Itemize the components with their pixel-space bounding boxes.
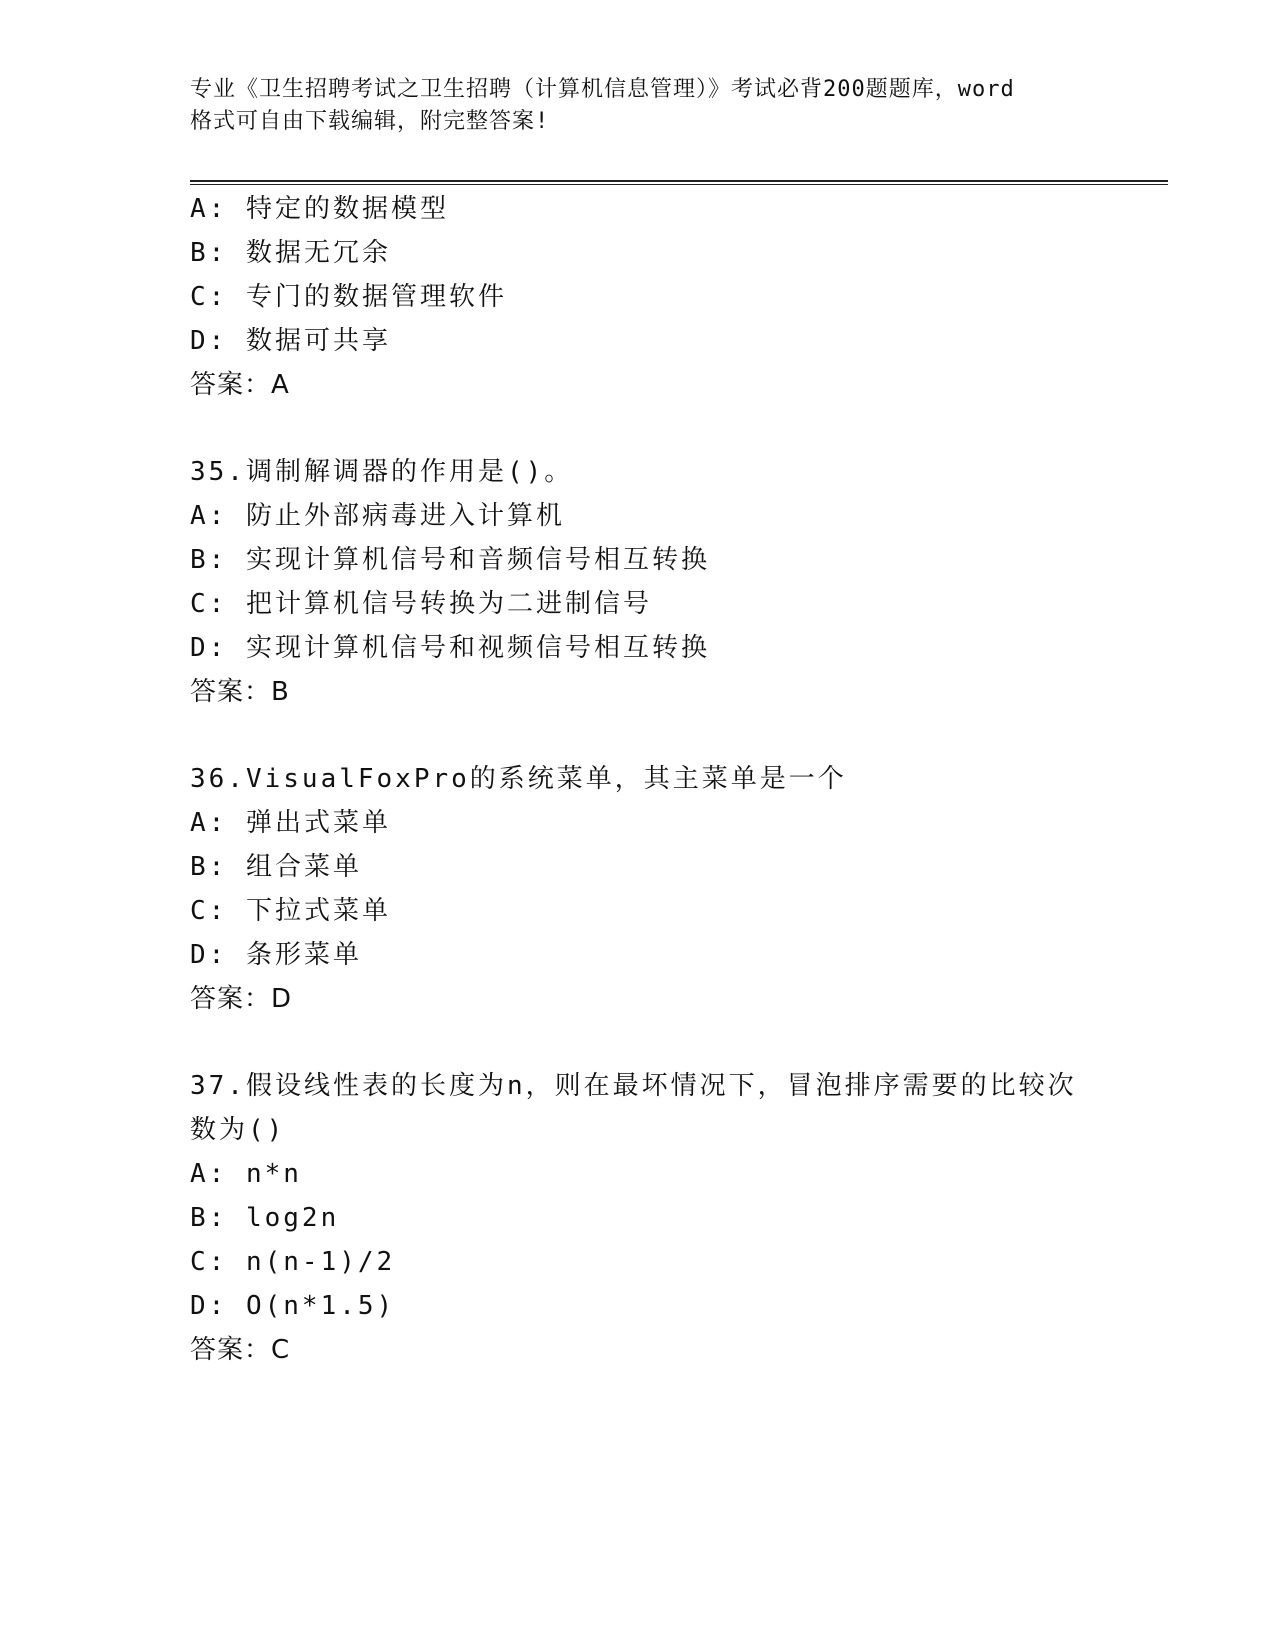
q37-option-b: B: log2n — [190, 1203, 340, 1233]
q34-option-c: C: 专门的数据管理软件 — [190, 282, 507, 312]
q36-option-b: B: 组合菜单 — [190, 852, 362, 882]
q36-option-d: D: 条形菜单 — [190, 940, 362, 970]
header-line-2: 格式可自由下载编辑，附完整答案! — [190, 109, 550, 134]
q35-stem: 35.调制解调器的作用是()。 — [190, 457, 574, 487]
q35-option-a: A: 防止外部病毒进入计算机 — [190, 501, 565, 531]
q35-answer: 答案：B — [190, 677, 290, 707]
q36-option-a: A: 弹出式菜单 — [190, 808, 391, 838]
q35-option-b: B: 实现计算机信号和音频信号相互转换 — [190, 545, 710, 575]
header-line-1: 专业《卫生招聘考试之卫生招聘（计算机信息管理）》考试必背200题题库，word — [190, 77, 1015, 102]
q37-option-a: A: n*n — [190, 1159, 302, 1189]
q35-option-c: C: 把计算机信号转换为二进制信号 — [190, 589, 652, 619]
q35-option-d: D: 实现计算机信号和视频信号相互转换 — [190, 633, 710, 663]
q37-stem-line-2: 数为() — [190, 1115, 286, 1145]
q36-stem: 36.VisualFoxPro的系统菜单，其主菜单是一个 — [190, 764, 847, 794]
q34-option-a: A: 特定的数据模型 — [190, 194, 449, 224]
q34-option-d: D: 数据可共享 — [190, 326, 391, 356]
header-divider — [190, 180, 1168, 185]
q36-option-c: C: 下拉式菜单 — [190, 896, 391, 926]
q37-option-d: D: O(n*1.5) — [190, 1291, 396, 1321]
q37-option-c: C: n(n-1)/2 — [190, 1247, 396, 1277]
q37-stem-line-1: 37.假设线性表的长度为n，则在最坏情况下，冒泡排序需要的比较次 — [190, 1071, 1077, 1101]
q37-answer: 答案：C — [190, 1335, 291, 1365]
document-header — [190, 74, 1090, 138]
q34-option-b: B: 数据无冗余 — [190, 238, 391, 268]
q36-answer: 答案：D — [190, 984, 293, 1014]
q34-answer: 答案：A — [190, 370, 290, 400]
